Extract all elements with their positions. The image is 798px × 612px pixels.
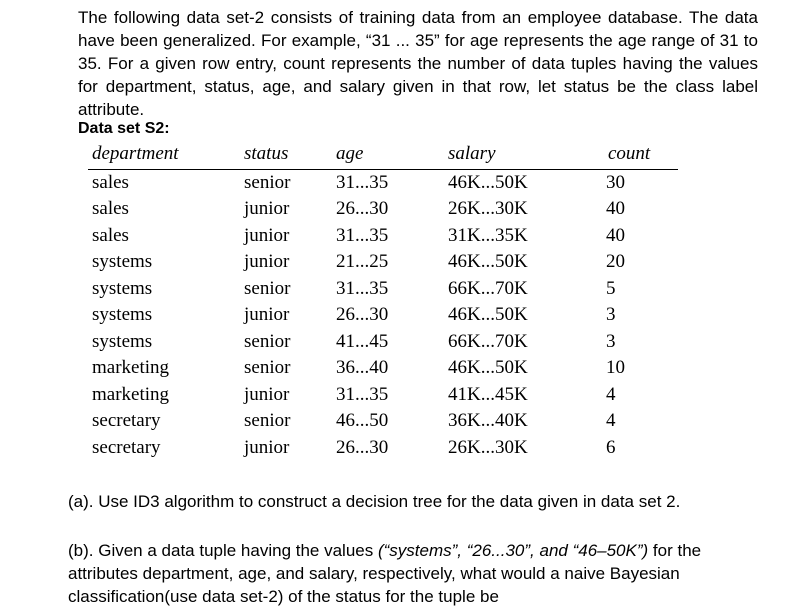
dataset-heading: Data set S2: bbox=[78, 120, 170, 137]
question-a: (a). Use ID3 algorithm to construct a decision tree for the data given in data set 2. bbox=[68, 492, 681, 511]
header-age: age bbox=[336, 141, 448, 169]
cell-count: 3 bbox=[606, 330, 616, 352]
table-row bbox=[88, 329, 678, 356]
cell-salary: 41K...45K bbox=[448, 383, 528, 405]
cell-status: junior bbox=[244, 224, 290, 246]
cell-status: senior bbox=[244, 171, 291, 193]
cell-age: 46...50 bbox=[336, 410, 389, 431]
cell-status: senior bbox=[244, 277, 291, 299]
cell-status: junior bbox=[244, 383, 290, 405]
cell-age: 31...35 bbox=[336, 383, 389, 405]
cell-department: sales bbox=[92, 224, 129, 246]
cell-salary: 66K...70K bbox=[448, 277, 528, 299]
table-header-row bbox=[88, 141, 678, 169]
intro-paragraph: The following data set-2 consists of training data from an employee database. The data have been generalized. For example, “31 ... 35” for age represents the age range of 31 to 35. For a given row entry, count represents the number of data tuples having the values for department, status, age, and salary given in that row, let status be the class label attribute. bbox=[78, 8, 758, 119]
cell-count: 10 bbox=[606, 357, 625, 378]
cell-salary: 26K...30K bbox=[448, 436, 528, 458]
cell-salary: 46K...50K bbox=[448, 304, 528, 325]
cell-salary: 46K...50K bbox=[448, 251, 528, 272]
dataset-table bbox=[88, 141, 678, 461]
cell-age: 26...30 bbox=[336, 304, 389, 325]
cell-department: systems bbox=[92, 277, 153, 299]
table-row bbox=[88, 169, 678, 196]
table-row bbox=[88, 435, 678, 462]
question-b-suffix: for the attributes department, age, and salary, respectively, what would a naive Bayesian classification(use data set-2) of the status for the tuple be bbox=[68, 541, 702, 606]
table-body bbox=[88, 169, 678, 461]
cell-department: systems bbox=[92, 330, 153, 352]
cell-count: 20 bbox=[606, 251, 625, 272]
question-b bbox=[68, 539, 764, 608]
question-b-prefix: (b). Given a data tuple having the values bbox=[68, 541, 378, 560]
question-b-values: (“systems”, “26...30”, and “46–50K”) bbox=[377, 541, 649, 560]
cell-salary: 46K...50K bbox=[448, 171, 528, 193]
cell-count: 40 bbox=[606, 198, 625, 219]
cell-count: 6 bbox=[606, 436, 616, 458]
cell-salary: 26K...30K bbox=[448, 198, 528, 219]
cell-age: 31...35 bbox=[336, 277, 389, 299]
cell-age: 21...25 bbox=[336, 251, 389, 272]
cell-count: 3 bbox=[606, 304, 616, 325]
cell-department: sales bbox=[92, 198, 129, 219]
table-row bbox=[88, 302, 678, 329]
cell-department: marketing bbox=[92, 383, 170, 405]
table-row bbox=[88, 382, 678, 409]
cell-status: junior bbox=[244, 251, 290, 272]
cell-age: 41...45 bbox=[336, 330, 389, 352]
cell-department: marketing bbox=[92, 357, 170, 378]
cell-department: systems bbox=[92, 251, 153, 272]
cell-department: systems bbox=[92, 304, 153, 325]
cell-status: junior bbox=[244, 198, 290, 219]
cell-department: secretary bbox=[92, 436, 161, 458]
header-salary: salary bbox=[448, 141, 600, 169]
table-row bbox=[88, 408, 678, 435]
cell-count: 4 bbox=[606, 410, 616, 431]
cell-salary: 31K...35K bbox=[448, 224, 528, 246]
cell-status: junior bbox=[244, 304, 290, 325]
cell-salary: 36K...40K bbox=[448, 410, 528, 431]
cell-status: senior bbox=[244, 357, 291, 378]
header-count: count bbox=[600, 141, 678, 169]
cell-status: senior bbox=[244, 410, 291, 431]
cell-status: senior bbox=[244, 330, 291, 352]
cell-count: 30 bbox=[606, 171, 625, 193]
cell-age: 31...35 bbox=[336, 224, 389, 246]
cell-count: 4 bbox=[606, 383, 616, 405]
cell-count: 5 bbox=[606, 277, 616, 299]
table-row bbox=[88, 355, 678, 382]
cell-age: 36...40 bbox=[336, 357, 389, 378]
table-row bbox=[88, 196, 678, 223]
table-row bbox=[88, 249, 678, 276]
cell-salary: 46K...50K bbox=[448, 357, 528, 378]
cell-count: 40 bbox=[606, 224, 625, 246]
cell-age: 26...30 bbox=[336, 436, 389, 458]
cell-age: 31...35 bbox=[336, 171, 389, 193]
header-department: department bbox=[88, 141, 244, 169]
cell-salary: 66K...70K bbox=[448, 330, 528, 352]
cell-age: 26...30 bbox=[336, 198, 389, 219]
cell-department: secretary bbox=[92, 410, 161, 431]
cell-status: junior bbox=[244, 436, 290, 458]
table-row bbox=[88, 276, 678, 303]
cell-department: sales bbox=[92, 171, 129, 193]
table-row bbox=[88, 223, 678, 250]
header-status: status bbox=[244, 141, 336, 169]
